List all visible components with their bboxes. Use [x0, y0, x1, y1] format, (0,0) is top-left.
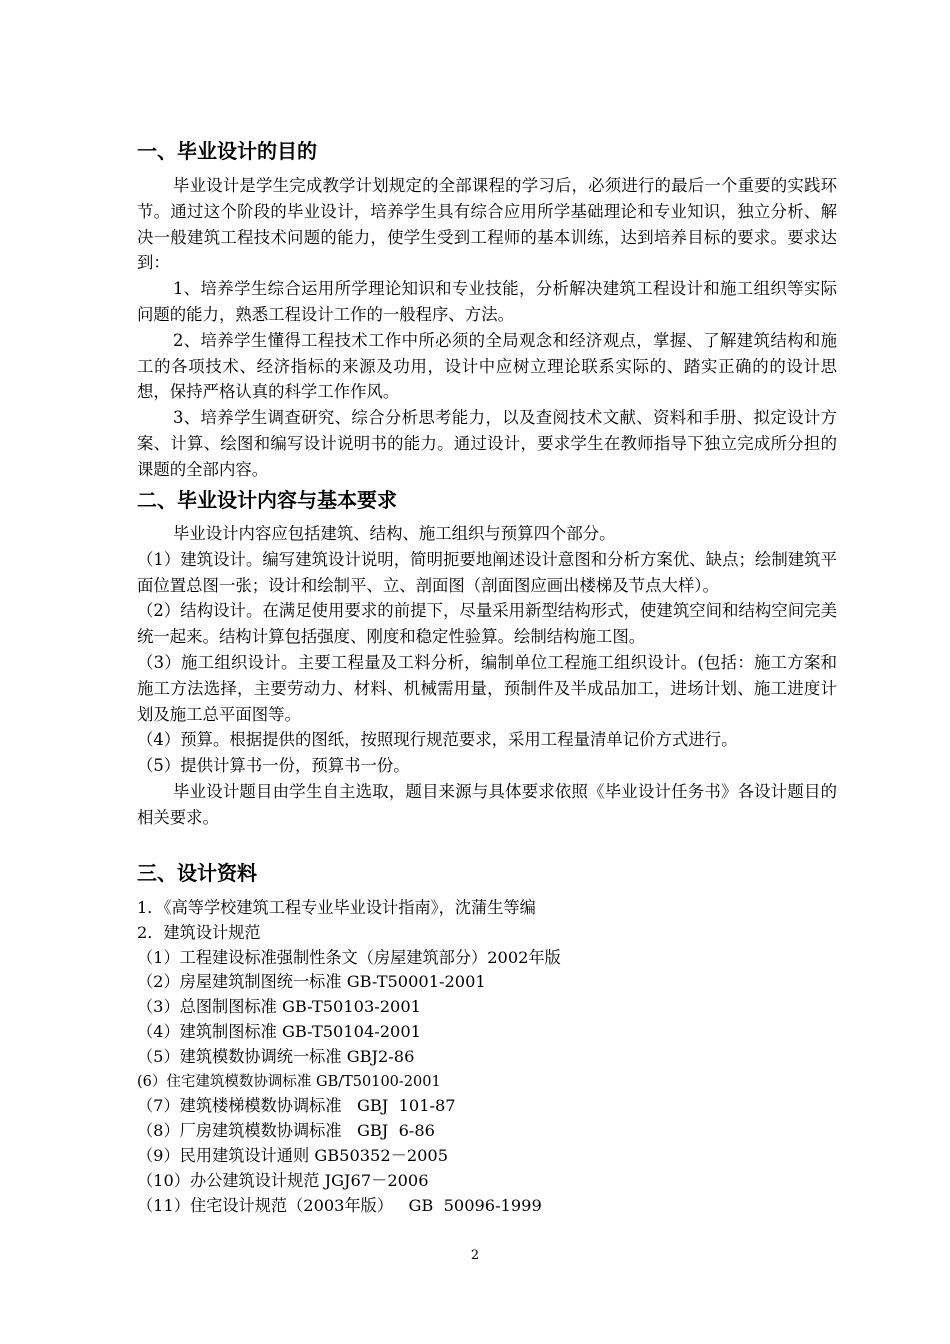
section1-heading: 一、毕业设计的目的: [137, 139, 317, 163]
reference-item: 1．《高等学校建筑工程专业毕业设计指南》，沈蒲生等编: [137, 898, 536, 917]
reference-item: (6）住宅建筑模数协调标准 GB/T50100-2001: [137, 1073, 441, 1090]
reference-item: （1）工程建设标准强制性条文（房屋建筑部分）2002年版: [137, 947, 561, 967]
reference-item: （11）住宅设计规范（2003年版） GB 50096-1999: [137, 1195, 542, 1215]
section1-body: [137, 173, 837, 483]
reference-list: [137, 896, 561, 1218]
reference-item: （9）民用建筑设计通则 GB50352－2005: [137, 1145, 449, 1165]
section1-intro: 毕业设计是学生完成教学计划规定的全部课程的学习后，必须进行的最后一个重要的实践环节。通过这个阶段的毕业设计，培养学生具有综合应用所学基础理论和专业知识，独立分析、解决一般建筑工程技术问题的能力，使学生受到工程师的基本训练，达到培养目标的要求。要求达到：: [137, 176, 837, 273]
section2-item5: （5）提供计算书一份，预算书一份。: [137, 756, 410, 776]
reference-item: （10）办公建筑设计规范 JGJ67－2006: [137, 1170, 429, 1190]
reference-item: （5）建筑模数协调统一标准 GBJ2-86: [137, 1046, 415, 1066]
reference-item: （3）总图制图标准 GB-T50103-2001: [137, 997, 421, 1017]
section3-heading: 三、设计资料: [137, 861, 257, 885]
reference-item: （2）房屋建筑制图统一标准 GB-T50001-2001: [137, 972, 486, 992]
reference-item: 2．建筑设计规范: [137, 922, 261, 942]
reference-item: （8）厂房建筑模数协调标准 GBJ 6-86: [137, 1121, 435, 1141]
section2-intro: 毕业设计内容应包括建筑、结构、施工组织与预算四个部分。: [173, 524, 616, 543]
section2-item4: （4）预算。根据提供的图纸，按照现行规范要求，采用工程量清单记价方式进行。: [137, 730, 738, 750]
section1-item2: 2、培养学生懂得工程技术工作中所必须的全局观念和经济观点，掌握、了解建筑结构和施工的各项技术、经济指标的来源及功用，设计中应树立理论联系实际的、踏实正确的的设计思想，保持严格认真的科学工作作风。: [137, 330, 837, 402]
section2-body: [137, 521, 837, 831]
section2-item2: （2）结构设计。在满足使用要求的前提下，尽量采用新型结构形式，使建筑空间和结构空间完美统一起来。结构计算包括强度、刚度和稳定性验算。绘制结构施工图。: [137, 601, 837, 647]
section2-item3: （3）施工组织设计。主要工程量及工料分析，编制单位工程施工组织设计。(包括：施工方案和施工方法选择，主要劳动力、材料、机械需用量，预制件及半成品加工，进场计划、施工进度计划及施工总平面图等。: [137, 652, 837, 724]
section1-item3: 3、培养学生调查研究、综合分析思考能力，以及查阅技术文献、资料和手册、拟定设计方案、计算、绘图和编写设计说明书的能力。通过设计，要求学生在教师指导下独立完成所分担的课题的全部内容。: [137, 408, 837, 479]
page-number: 2: [470, 1248, 480, 1263]
section1-item1: 1、培养学生综合运用所学理论知识和专业技能，分析解决建筑工程设计和施工组织等实际问题的能力，熟悉工程设计工作的一般程序、方法。: [137, 279, 837, 324]
reference-item: （4）建筑制图标准 GB-T50104-2001: [137, 1021, 421, 1041]
section2-heading: 二、毕业设计内容与基本要求: [137, 488, 397, 512]
reference-item: （7）建筑楼梯模数协调标准 GBJ 101-87: [137, 1096, 456, 1116]
section2-item1: （1）建筑设计。编写建筑设计说明，简明扼要地阐述设计意图和分析方案优、缺点；绘制建筑平面位置总图一张；设计和绘制平、立、剖面图（剖面图应画出楼梯及节点大样）。: [137, 549, 837, 595]
section2-outro: 毕业设计题目由学生自主选取，题目来源与具体要求依照《毕业设计任务书》各设计题目的相关要求。: [137, 781, 837, 827]
